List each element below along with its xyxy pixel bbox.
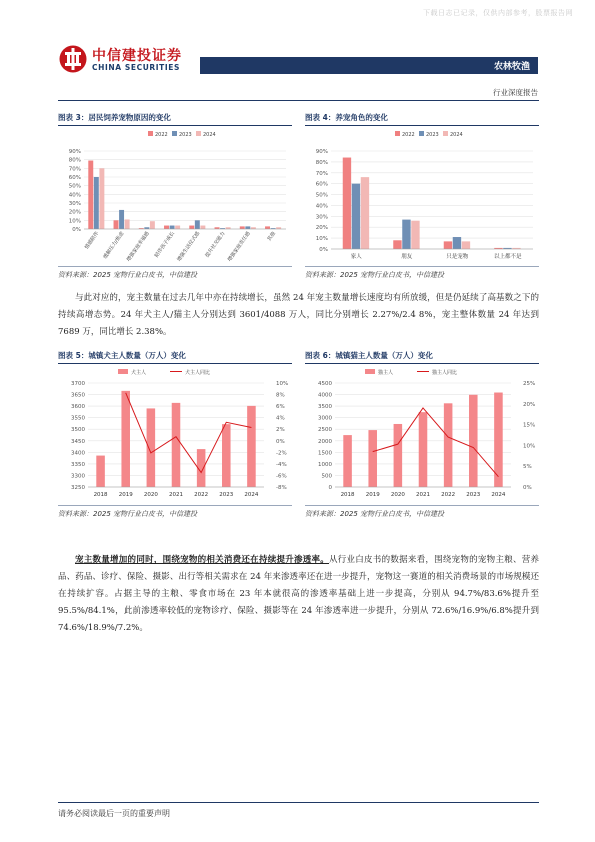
- y-right-tick-label: 2%: [276, 427, 285, 434]
- y-left-tick-label: 3700: [71, 381, 85, 387]
- y-tick-label: 70%: [315, 170, 328, 177]
- fig5-top-rule: [58, 363, 292, 364]
- line-猫主人同比: [373, 408, 499, 477]
- bar-猫主人: [469, 395, 478, 487]
- bar-2024: [462, 241, 470, 249]
- legend-swatch-2023: [172, 131, 177, 136]
- legend-label-2023: 2023: [426, 132, 439, 138]
- fig4-chart: [305, 127, 539, 264]
- y-right-tick-label: 4%: [276, 415, 285, 422]
- paragraph-consumption-body: 从行业白皮书的数据来看，围绕宠物的宠物主粮、营养品、药品、诊疗、保险、摄影、出行等相关需求在 24 年来渗透率还在进一步提升，宠物这一赛道的相关消费场景的市场规模还在持续扩容。占据主导的主粮、零食市场在 23 年本就很高的渗透率基础上进一步提高，分别从 94.7%/83.6%提升至 95.5%/84.1%，此前渗透率较低的宠物诊疗、保险、摄影等在 24 年渗透率进一步提升，分别从 72.6%/16.9%/6.8%提升到 74.6%/18.9%/7.2%。: [58, 555, 539, 633]
- y-tick-label: 0%: [319, 247, 328, 253]
- bar-2024: [99, 168, 104, 229]
- legend-label-bar: 犬主人: [131, 370, 147, 376]
- x-tick-label: 2024: [244, 492, 259, 498]
- fig4-source: 资料来源：2025 宠物行业白皮书，中信建投: [305, 271, 445, 279]
- x-tick-label: 2022: [441, 492, 456, 498]
- y-right-tick-label: -6%: [276, 473, 287, 480]
- y-right-tick-label: 0%: [523, 485, 532, 491]
- x-tick-label: 2023: [219, 492, 234, 498]
- bar-2024: [200, 226, 205, 229]
- legend-swatch-2022: [395, 131, 400, 136]
- y-right-tick-label: 15%: [523, 422, 536, 429]
- x-tick-label: 2024: [491, 492, 506, 498]
- fig3-bottom-rule: [58, 266, 292, 267]
- x-tick-label: 增强家庭责任感: [226, 230, 252, 263]
- y-left-tick-label: 2500: [318, 427, 332, 434]
- logo-en: CHINA SECURITIES: [92, 63, 180, 72]
- y-left-tick-label: 2000: [318, 438, 332, 445]
- bar-2023: [119, 210, 124, 229]
- x-tick-label: 增强生活仪式感: [176, 230, 202, 263]
- y-tick-label: 0%: [72, 227, 81, 233]
- bar-2022: [88, 161, 93, 229]
- bar-2023: [195, 220, 200, 229]
- bar-犬主人: [96, 456, 105, 487]
- line-犬主人同比: [126, 393, 252, 473]
- legend-label-line: 猫主人同比: [432, 370, 458, 376]
- paragraph-consumption: [58, 552, 539, 637]
- y-left-tick-label: 3650: [71, 392, 85, 399]
- x-tick-label: 增强家庭幸福感: [125, 230, 151, 263]
- bar-2022: [393, 240, 401, 249]
- bar-2022: [444, 241, 452, 249]
- legend-swatch-bar: [365, 369, 375, 374]
- sector-label: 农林牧渔: [493, 62, 530, 72]
- bar-2024: [125, 219, 130, 229]
- y-right-tick-label: 5%: [523, 464, 532, 471]
- bar-犬主人: [121, 391, 130, 487]
- fig3-top-rule: [58, 125, 292, 126]
- y-tick-label: 20%: [68, 209, 81, 216]
- bar-猫主人: [368, 430, 377, 487]
- bar-2024: [411, 221, 419, 249]
- x-tick-label: 朋友: [401, 254, 413, 260]
- footer-divider: [58, 802, 539, 803]
- x-tick-label: 2023: [466, 492, 481, 498]
- bar-猫主人: [343, 435, 352, 487]
- bar-犬主人: [247, 406, 256, 487]
- bar-2022: [189, 226, 194, 229]
- y-tick-label: 30%: [68, 201, 81, 207]
- bar-猫主人: [394, 424, 403, 487]
- legend-swatch-2022: [148, 131, 153, 136]
- fig4-top-rule: [305, 125, 539, 126]
- x-tick-label: 以上都不是: [493, 254, 522, 260]
- y-left-tick-label: 500: [321, 473, 332, 480]
- y-right-tick-label: 25%: [523, 381, 536, 387]
- paragraph-owner-growth: 与此对应的，宠主数量在过去几年中亦在持续增长，虽然 24 年宠主数量增长速度均有所放缓，但是仍延续了高基数之下的持续高增态势。24 年犬主人/猫主人分别达到 3601/4088 万人，同比分别增长 2.27%/2.4 8%，宠主整体数量 24 年达到 7689 万，同比增长 2.38%。: [58, 293, 539, 337]
- bar-2024: [361, 177, 369, 249]
- y-left-tick-label: 3500: [71, 427, 85, 434]
- x-tick-label: 2020: [390, 492, 405, 498]
- x-tick-label: 2022: [194, 492, 209, 498]
- x-tick-label: 2021: [169, 492, 183, 498]
- y-tick-label: 80%: [315, 159, 328, 166]
- y-tick-label: 10%: [315, 236, 328, 243]
- footer-disclaimer: 请务必阅读最后一页的重要声明: [58, 809, 170, 818]
- x-tick-label: 情感陪伴: [83, 230, 101, 251]
- fig5-source: 资料来源：2025 宠物行业白皮书，中信建投: [58, 510, 198, 518]
- bar-猫主人: [419, 412, 428, 487]
- header-divider: [58, 100, 539, 101]
- y-right-tick-label: -4%: [276, 461, 287, 468]
- x-tick-label: 家人: [350, 254, 362, 260]
- bar-2022: [265, 226, 270, 229]
- y-left-tick-label: 3500: [318, 404, 332, 411]
- y-left-tick-label: 4500: [318, 381, 332, 387]
- bar-猫主人: [444, 403, 453, 487]
- y-left-tick-label: 3400: [71, 450, 85, 457]
- y-right-tick-label: 10%: [523, 443, 536, 450]
- fig6-title: 图表 6：城镇猫主人数量（万人）变化: [305, 351, 433, 360]
- fig4-bottom-rule: [305, 266, 539, 267]
- y-tick-label: 50%: [315, 192, 328, 199]
- bar-2023: [352, 184, 360, 249]
- y-left-tick-label: 3350: [71, 461, 85, 468]
- bar-2023: [402, 220, 410, 249]
- fig5-bottom-rule: [58, 505, 292, 506]
- bar-2024: [175, 226, 180, 229]
- y-tick-label: 40%: [68, 192, 81, 199]
- legend-label-2024: 2024: [203, 132, 216, 138]
- y-left-tick-label: 0: [328, 485, 332, 491]
- legend-label-line: 犬主人同比: [185, 370, 211, 376]
- legend-label-2023: 2023: [179, 132, 192, 138]
- y-tick-label: 20%: [315, 225, 328, 232]
- bar-2023: [170, 226, 175, 229]
- fig5-title: 图表 5：城镇犬主人数量（万人）变化: [58, 351, 186, 360]
- fig4-title: 图表 4：养宠角色的变化: [305, 113, 388, 122]
- x-tick-label: 缓解压力/焦虑: [102, 230, 126, 261]
- bar-2023: [94, 177, 99, 229]
- y-right-tick-label: 8%: [276, 392, 285, 399]
- fig3-title: 图表 3：居民饲养宠物原因的变化: [58, 113, 171, 122]
- y-tick-label: 80%: [68, 157, 81, 164]
- y-right-tick-label: 10%: [276, 381, 289, 387]
- y-right-tick-label: 0%: [276, 438, 285, 445]
- x-tick-label: 其他: [266, 230, 278, 243]
- logo-cn: 中信建投证券: [92, 48, 182, 64]
- fig3-chart: [58, 127, 292, 264]
- x-tick-label: 只是宠物: [446, 254, 469, 260]
- x-tick-label: 2020: [143, 492, 158, 498]
- citic-logo-icon: [58, 44, 88, 74]
- bar-2024: [150, 221, 155, 229]
- y-left-tick-label: 1500: [318, 450, 332, 457]
- fig5-chart: [58, 365, 292, 503]
- y-left-tick-label: 3300: [71, 473, 85, 480]
- fig6-source: 资料来源：2025 宠物行业白皮书，中信建投: [305, 510, 445, 518]
- y-tick-label: 30%: [315, 214, 328, 221]
- legend-label-bar: 猫主人: [378, 370, 394, 376]
- y-tick-label: 50%: [68, 183, 81, 190]
- fig6-bottom-rule: [305, 505, 539, 506]
- y-tick-label: 60%: [68, 175, 81, 181]
- bar-犬主人: [147, 408, 156, 487]
- bar-2022: [240, 226, 245, 229]
- x-tick-label: 2018: [93, 492, 108, 498]
- x-tick-label: 2018: [340, 492, 355, 498]
- legend-label-2022: 2022: [402, 132, 415, 138]
- bar-犬主人: [172, 403, 181, 487]
- report-type: 行业深度报告: [493, 88, 538, 97]
- fig6-chart: [305, 365, 539, 503]
- y-tick-label: 10%: [68, 218, 81, 225]
- y-tick-label: 90%: [68, 149, 81, 155]
- y-tick-label: 90%: [315, 149, 328, 155]
- bar-2022: [164, 226, 169, 229]
- y-tick-label: 70%: [68, 166, 81, 173]
- y-tick-label: 40%: [315, 203, 328, 210]
- bar-2023: [245, 226, 250, 229]
- watermark: 下载日志已记录，仅供内部参考，股票报告网: [423, 9, 573, 17]
- x-tick-label: 2019: [365, 492, 380, 498]
- legend-swatch-2023: [419, 131, 424, 136]
- y-right-tick-label: -2%: [276, 450, 287, 457]
- bar-2022: [343, 158, 351, 249]
- paragraph-consumption-lead: 宠主数量增加的同时，围绕宠物的相关消费还在持续提升渗透率。: [75, 555, 330, 565]
- x-tick-label: 陪伴孩子成长: [153, 230, 177, 259]
- bar-犬主人: [222, 424, 231, 487]
- x-tick-label: 2019: [118, 492, 133, 498]
- y-left-tick-label: 3250: [71, 485, 85, 491]
- fig6-top-rule: [305, 363, 539, 364]
- bar-2023: [453, 237, 461, 249]
- legend-swatch-2024: [443, 131, 448, 136]
- y-left-tick-label: 3450: [71, 438, 85, 445]
- legend-label-2022: 2022: [155, 132, 168, 138]
- company-logo: [58, 42, 188, 78]
- legend-label-2024: 2024: [450, 132, 463, 138]
- x-tick-label: 提升社交能力: [204, 230, 227, 259]
- bar-2022: [114, 220, 119, 229]
- y-right-tick-label: 6%: [276, 404, 285, 411]
- y-left-tick-label: 4000: [318, 392, 332, 399]
- legend-swatch-2024: [196, 131, 201, 136]
- y-right-tick-label: 20%: [523, 401, 536, 408]
- y-left-tick-label: 3000: [318, 415, 332, 422]
- legend-swatch-bar: [118, 369, 128, 374]
- y-right-tick-label: -8%: [276, 485, 287, 491]
- x-tick-label: 2021: [416, 492, 430, 498]
- y-left-tick-label: 1000: [318, 461, 332, 468]
- fig3-source: 资料来源：2025 宠物行业白皮书，中信建投: [58, 271, 198, 279]
- y-left-tick-label: 3550: [71, 415, 85, 422]
- sector-banner: [200, 57, 538, 74]
- y-left-tick-label: 3600: [71, 404, 85, 411]
- y-tick-label: 60%: [315, 181, 328, 188]
